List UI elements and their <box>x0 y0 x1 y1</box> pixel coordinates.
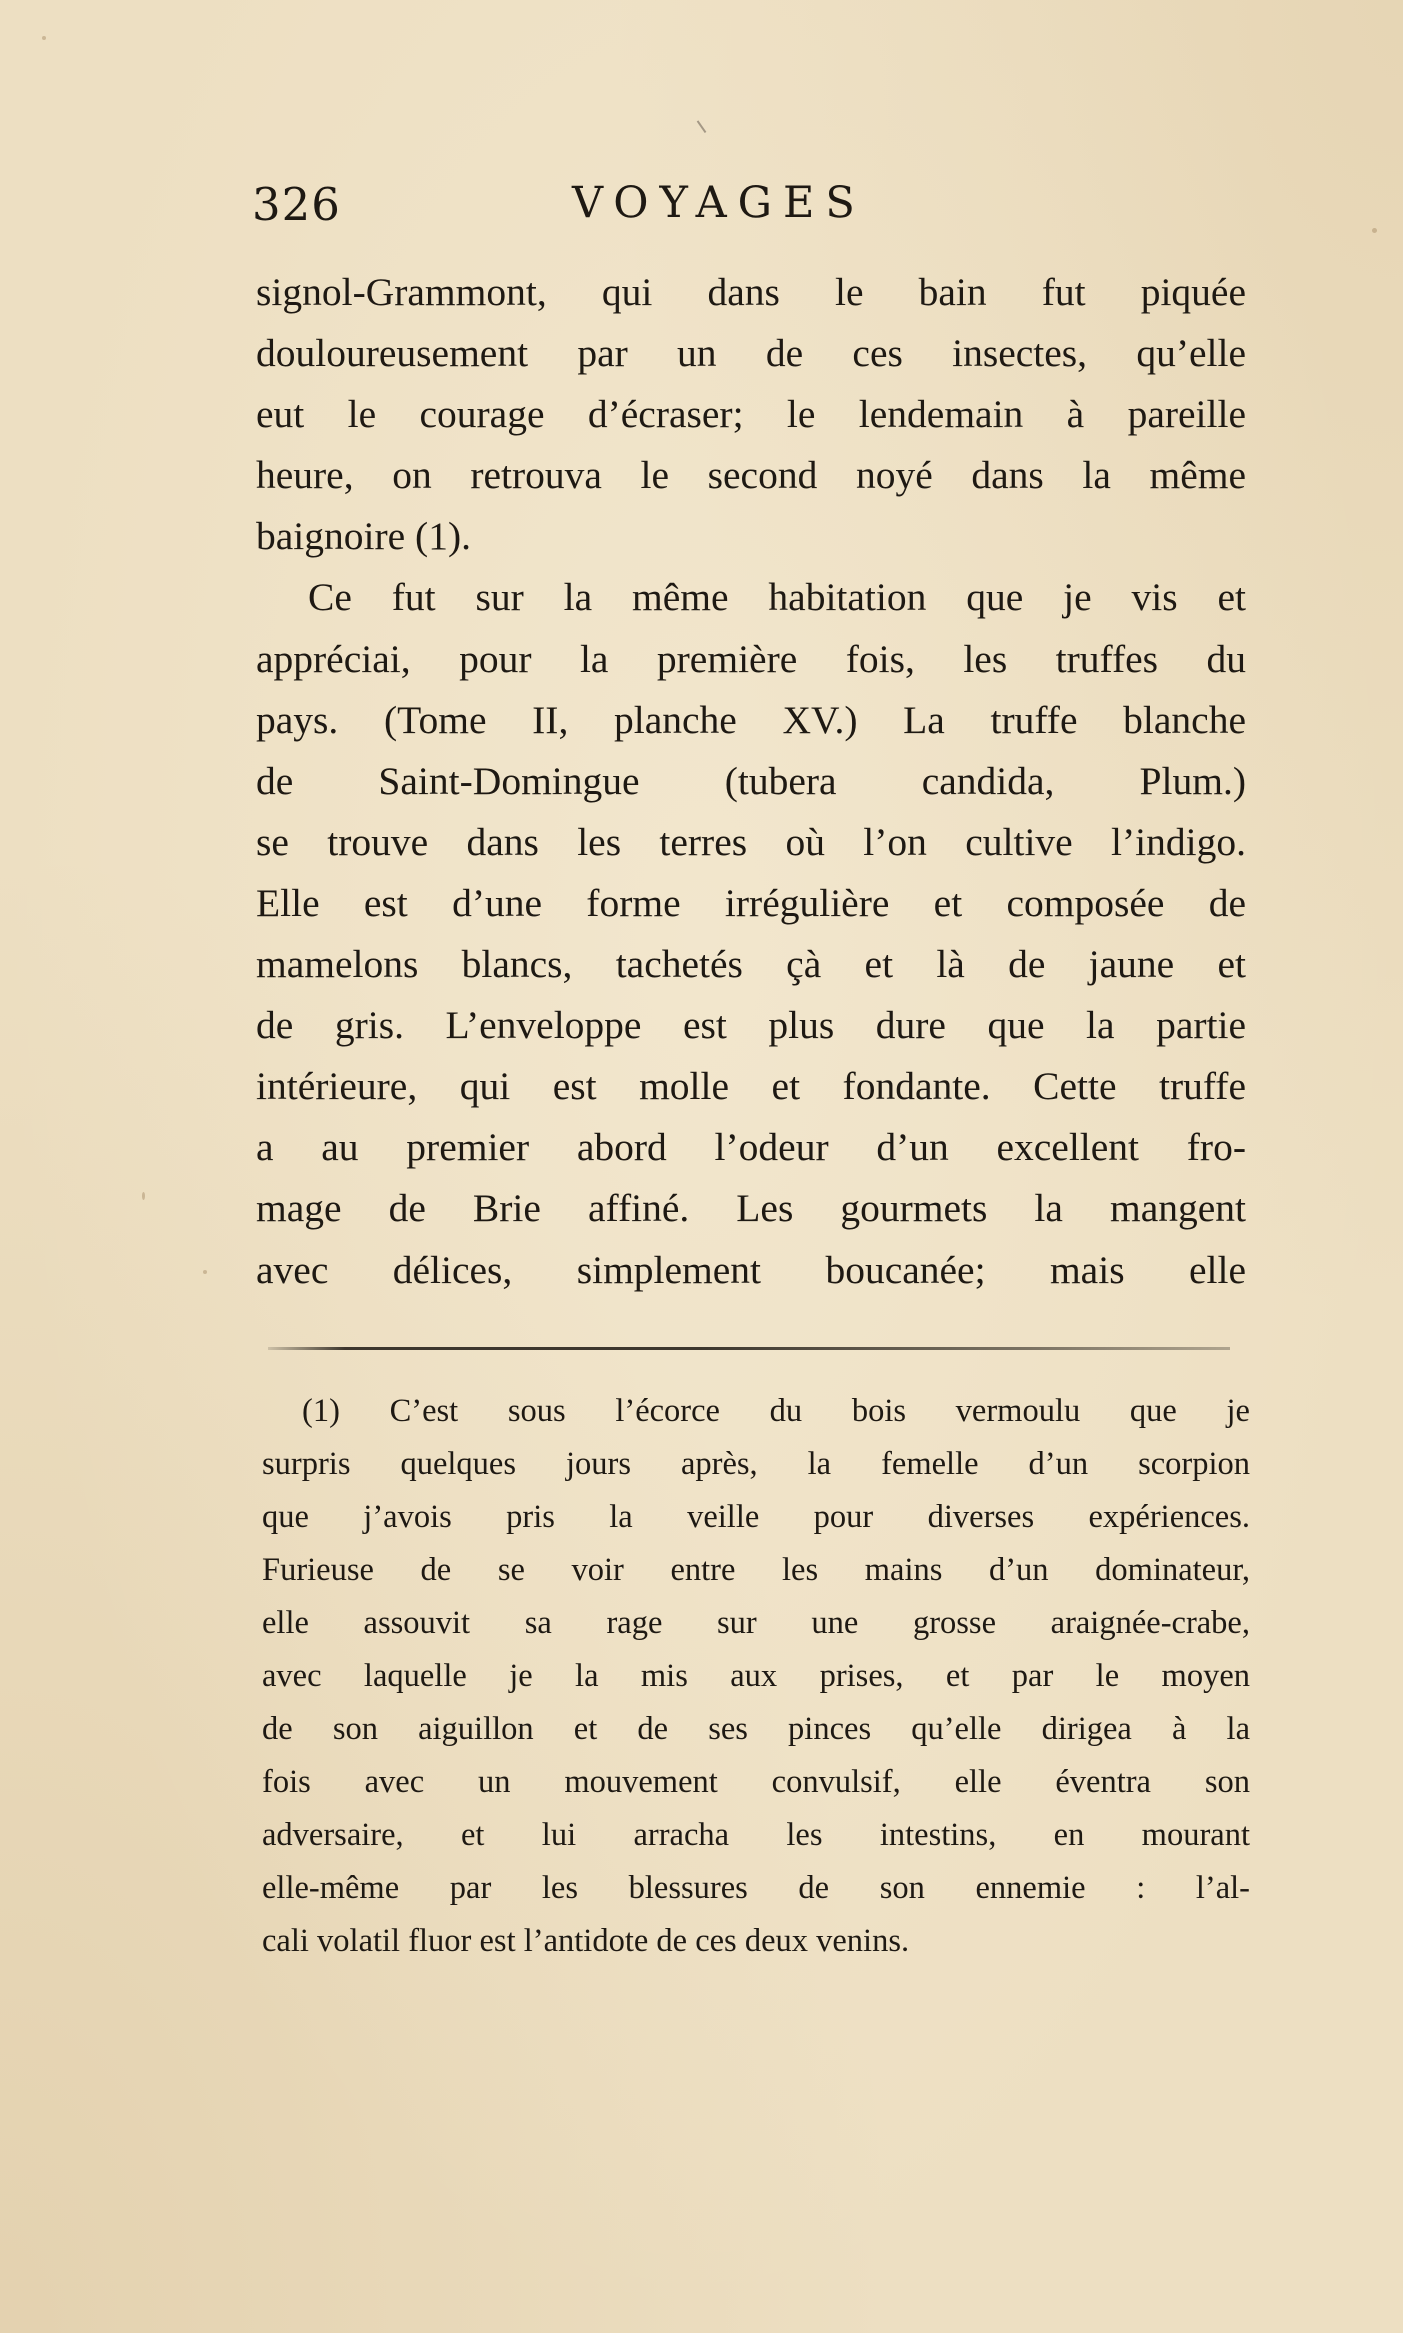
paper-spot <box>42 36 46 40</box>
text-line: avec délices, simplement boucanée; mais elle <box>256 1247 1246 1292</box>
text-line: heure, on retrouva le second noyé dans la même <box>256 453 1246 498</box>
footnote-line: cali volatil fluor est l’antidote de ces deux venins. <box>262 1923 910 1959</box>
paper-spot <box>142 1192 145 1200</box>
text-line: se trouve dans les terres où l’on cultive l’indigo. <box>256 819 1246 864</box>
text-line: eut le courage d’écraser; le lendemain à pareille <box>256 392 1246 437</box>
footnote-line: de son aiguillon et de ses pinces qu’elle dirigea à la <box>262 1711 1250 1747</box>
footnote-rule <box>268 1347 1230 1350</box>
text-line: de gris. L’enveloppe est plus dure que la partie <box>256 1003 1246 1048</box>
text-line: appréciai, pour la première fois, les truffes du <box>256 636 1246 681</box>
footnote-line: que j’avois pris la veille pour diverses expériences. <box>262 1499 1250 1535</box>
ink-mark <box>697 117 712 133</box>
text-line: signol-Grammont, qui dans le bain fut piquée <box>256 270 1246 314</box>
page-number: 326 <box>252 178 341 231</box>
text-line: Ce fut sur la même habitation que je vis et <box>308 575 1246 620</box>
text-line: mage de Brie affiné. Les gourmets la mangent <box>256 1186 1246 1231</box>
footnote-line: Furieuse de se voir entre les mains d’un dominateur, <box>262 1552 1250 1588</box>
footnote-line: elle assouvit sa rage sur une grosse araignée-crabe, <box>262 1605 1250 1641</box>
text-line: a au premier abord l’odeur d’un excellent fro- <box>256 1125 1246 1170</box>
footnote-line: elle-même par les blessures de son ennemie : l’al- <box>262 1870 1250 1906</box>
text-line: mamelons blancs, tachetés çà et là de jaune et <box>256 942 1246 987</box>
text-line: pays. (Tome II, planche XV.) La truffe blanche <box>256 697 1246 742</box>
page-header <box>252 178 1252 248</box>
main-text <box>256 262 1246 1301</box>
text-line: douloureusement par un de ces insectes, qu’elle <box>256 331 1246 376</box>
paper-spot <box>203 1270 207 1274</box>
text-line: Elle est d’une forme irrégulière et composée de <box>256 880 1246 925</box>
text-line: baignoire (1). <box>256 514 471 559</box>
footnote-line: adversaire, et lui arracha les intestins, en mourant <box>262 1817 1250 1853</box>
footnote-line: fois avec un mouvement convulsif, elle éventra son <box>262 1764 1250 1800</box>
footnote <box>262 1385 1250 1968</box>
text-line: de Saint-Domingue (tubera candida, Plum.) <box>256 758 1246 803</box>
footnote-line: surpris quelques jours après, la femelle d’un scorpion <box>262 1446 1250 1482</box>
running-title: VOYAGES <box>572 178 866 228</box>
footnote-line: avec laquelle je la mis aux prises, et par le moyen <box>262 1658 1250 1694</box>
text-line: intérieure, qui est molle et fondante. Cette truffe <box>256 1064 1246 1109</box>
paper-spot <box>1372 228 1377 233</box>
footnote-line: (1) C’est sous l’écorce du bois vermoulu que je <box>302 1393 1250 1429</box>
